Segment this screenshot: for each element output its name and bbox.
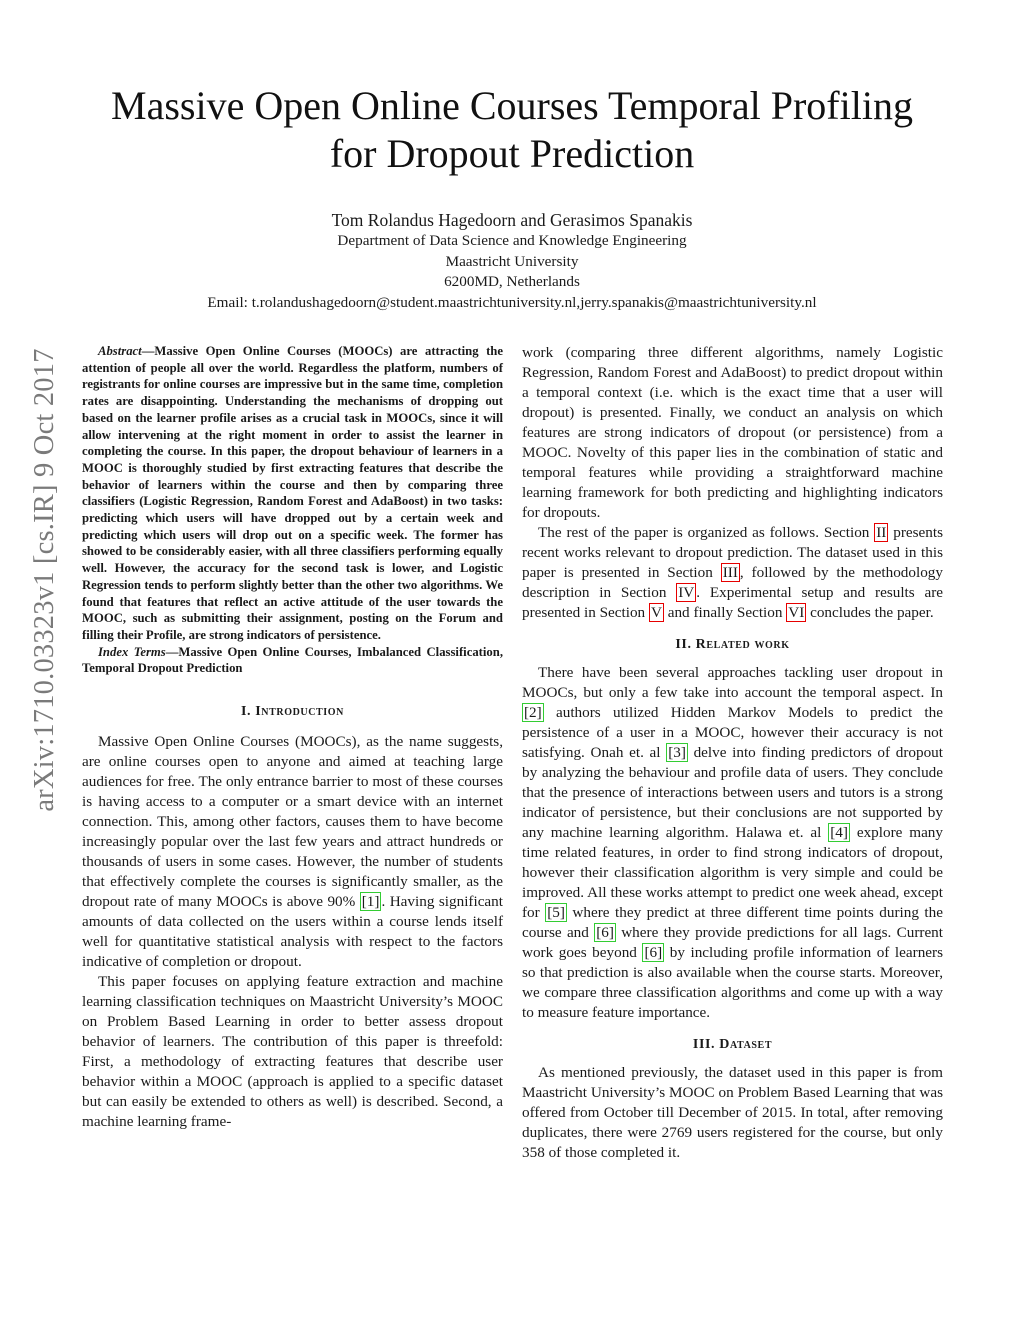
intro-paragraph-2-continued: work (comparing three different algorithms, namely Logistic Regression, Random Forest and AdaBoost) to predict dropout within a temporal context (i.e. which is the exact time that a user will dropout) is presented. Finally, we conduct an analysis on which features are strong indicators of dropout (or persistence) from a MOOC. Novelty of this paper lies in the combination of static and temporal features while providing a straightforward machine learning framework for both predicting and highlighting indicators for dropouts. [522,344,943,521]
section-ref-link[interactable]: III [722,564,738,581]
related-text-f: where they provide predictions for all lags. Current work goes beyond [522,924,944,961]
intro-p1-text-a: Massive Open Online Courses (MOOCs), as the name suggests, are online courses open to anyone and aimed at teaching large audiences for free. The only entrance barrier to most of these courses is having access to a computer or a smart device with an internet connection. This, among other factors, causes them to have become increasingly popular over the last few years and attract hundreds or thousands of users in some cases. However, the number of students that effectively complete the courses is significantly smaller, as the dropout rate of many MOOCs is above 90% [82,733,503,911]
citation-link[interactable]: [5] [547,904,565,921]
index-terms-label: Index Terms [98,644,166,659]
section-ref-link[interactable]: IV [678,584,695,601]
index-terms [82,644,503,677]
abstract [82,343,503,644]
related-text-b: authors utilized Hidden Markov Models to predict the persistence of a user in a MOOC, however their accuracy is not satisfying. Onah et. al [522,704,943,761]
citation-link[interactable]: [6] [644,944,663,961]
paper-title [0,82,1024,178]
department: Department of Data Science and Knowledge Engineering [337,232,687,249]
intro-p1-text-b: . Having significant amounts of data collected on the users within a course lends itself well for quantitative statistical analysis with respect to the factors indicative of completion or dropout. [82,893,503,971]
section-ref-link[interactable]: V [650,604,662,621]
section-ref-link[interactable]: II [876,524,887,541]
related-text-d: explore many time related features, in order to find strong indicators of dropout, however their classification algorithm is very simple and could be improved. All these works attempt to predict one week ahead, except for [522,824,943,921]
citation-link[interactable]: [1] [361,893,380,911]
related-text-e: where they predict at three different time points during the course and [522,904,943,941]
section-heading-related-work: II. Related work [675,637,790,652]
email: Email: t.rolandushagedoorn@student.maastrichtuniversity.nl,jerry.spanakis@maastrichtuniversity.nl [207,293,817,311]
intro-p3-text-c: , followed by the methodology description in Section [522,564,943,601]
title-line-2: for Dropout Prediction [329,131,695,176]
intro-paragraph-1 [82,732,503,972]
intro-paragraph-2: This paper focuses on applying feature extraction and machine learning classification techniques on Maastricht University’s MOOC on Problem Based Learning in order to better assess dropout behavior of learners. The contribution of this paper is threefold: First, a methodology of extracting features that describe user behavior within a MOOC (approach is applied to a specific dataset but can easily be extended to others as well) is described. Second, a machine learning frame- [82,973,503,1131]
authors: Tom Rolandus Hagedoorn and Gerasimos Spanakis [331,210,693,230]
intro-p3-text-e: and finally Section [663,604,787,621]
title-line-1: Massive Open Online Courses Temporal Profiling [111,83,913,128]
arxiv-identifier: arXiv:1710.03323v1 [cs.IR] 9 Oct 2017 [29,348,60,812]
university: Maastricht University [445,252,579,270]
intro-p3-text-b: presents recent works relevant to dropout prediction. The dataset used in this paper is presented in Section [522,524,943,581]
section-ref-link[interactable]: VI [788,604,805,621]
section-heading-introduction: I. Introduction [240,704,344,720]
right-column [522,343,943,1163]
index-terms-text: —Massive Open Online Courses, Imbalanced Classification, Temporal Dropout Prediction [82,644,503,676]
header [0,82,1024,313]
related-text-a: There have been several approaches tackling user dropout in MOOCs, but only a few take into account the temporal aspect. In [522,664,943,701]
citation-link[interactable]: [4] [830,824,848,841]
dataset-paragraph: As mentioned previously, the dataset used in this paper is from Maastricht University’s MOOC on Problem Based Learning that was offered from October till December of 2015. In total, after removing duplicates, there were 2769 users registered for the course, but only 358 of those completed it. [522,1064,943,1161]
citation-link[interactable]: [3] [668,744,686,761]
related-text-g: by including profile information of learners so that prediction is also available when the course starts. Moreover, we compare three classification algorithms and come up with a way to measure feature importance. [522,944,943,1021]
intro-paragraph-3 [522,523,943,623]
intro-p3-text-d: . Experimental setup and results are presented in Section [522,584,943,621]
citation-link[interactable]: [6] [596,924,614,941]
intro-p3-text-a: The rest of the paper is organized as follows. Section [538,524,875,541]
abstract-label: Abstract [98,344,142,358]
left-column [82,343,503,1132]
abstract-text: —Massive Open Online Courses (MOOCs) are attracting the attention of people all over the world. Regardless the platform, numbers of registrants for online courses are impressive but in the same time, completion rates are disappointing. Understanding the mechanisms of dropping out based on the learner profile arises as a crucial task in MOOCs, since it will allow intervening at the right moment in order to assist the learner in completing the course. In this paper, the dropout behaviour of learners in a MOOC is thoroughly studied by first extracting features that describe the behavior of learners within the course and then by comparing three classifiers (Logistic Regression, Random Forest and AdaBoost) in two tasks: predicting which users will have dropped out by a certain week and predicting which users will drop out on a specific week. The former has showed to be considerably easier, with all three classifiers performing equally well. However, the accuracy for the second task is lower, and Logistic Regression tends to perform slightly better than the other two algorithms. We found that features that reflect an active attitude of the user towards the MOOC, such as submitting their assignment, posting on the Forum and filling their Profile, are strong indicators of persistence. [82,344,503,642]
arxiv-sidebar [30,210,60,950]
location: 6200MD, Netherlands [444,273,580,290]
intro-p3-text-f: concludes the paper. [806,604,934,621]
related-work-paragraph [522,663,943,1023]
related-text-c: delve into finding predictors of dropout by analyzing the behaviour and profile data of users. They conclude that the presence of interactions between users and tutors is a strong indicator of persistence, but their conclusions are not supported by any machine learning algorithm. Halawa et. al [522,744,943,841]
citation-link[interactable]: [2] [524,704,542,721]
section-heading-dataset: III. Dataset [692,1037,773,1052]
